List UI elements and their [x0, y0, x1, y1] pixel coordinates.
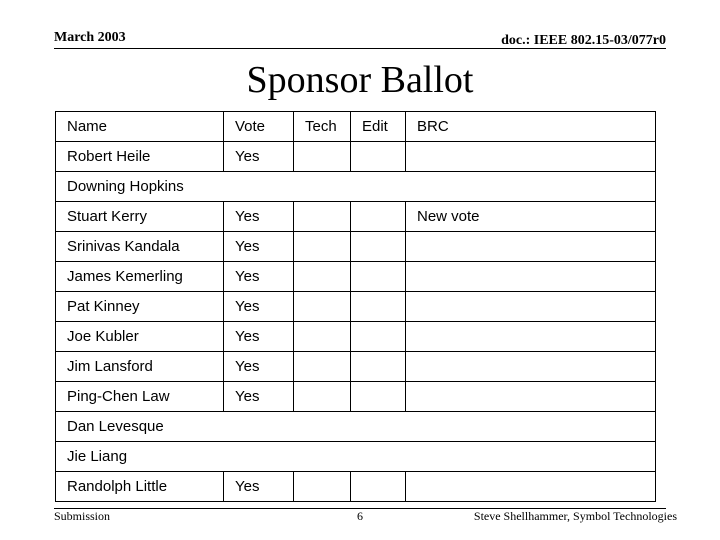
- header-rule: [54, 48, 666, 49]
- cell-name: Pat Kinney: [56, 292, 224, 322]
- cell-vote: Yes: [224, 262, 294, 292]
- cell-vote: Yes: [224, 202, 294, 232]
- cell-name: James Kemerling: [56, 262, 224, 292]
- cell-tech: [294, 352, 351, 382]
- column-header-vote: Vote: [224, 112, 294, 142]
- cell-vote: Yes: [224, 292, 294, 322]
- cell-brc: [406, 262, 656, 292]
- cell-name: Robert Heile: [56, 142, 224, 172]
- cell-tech: [294, 382, 351, 412]
- cell-edit: [351, 322, 406, 352]
- cell-brc: [406, 472, 656, 502]
- slide-title: Sponsor Ballot: [246, 59, 474, 101]
- ballot-table: [55, 111, 656, 502]
- cell-brc: [406, 232, 656, 262]
- cell-empty: [224, 412, 656, 442]
- table-row: [56, 292, 656, 322]
- cell-brc: New vote: [406, 202, 656, 232]
- cell-edit: [351, 262, 406, 292]
- table-row: [56, 382, 656, 412]
- cell-tech: [294, 262, 351, 292]
- cell-name: Ping-Chen Law: [56, 382, 224, 412]
- footer-author: Steve Shellhammer, Symbol Technologies: [473, 509, 677, 523]
- cell-edit: [351, 292, 406, 322]
- cell-tech: [294, 142, 351, 172]
- cell-name: Dan Levesque: [56, 412, 224, 442]
- cell-name: Srinivas Kandala: [56, 232, 224, 262]
- cell-edit: [351, 382, 406, 412]
- cell-empty: [224, 172, 656, 202]
- table-row: [56, 232, 656, 262]
- table-row: [56, 442, 656, 472]
- table-row: [56, 172, 656, 202]
- cell-brc: [406, 142, 656, 172]
- cell-brc: [406, 382, 656, 412]
- footer-page-number: 6: [357, 509, 363, 523]
- cell-name: Downing Hopkins: [56, 172, 224, 202]
- cell-tech: [294, 292, 351, 322]
- table-header-row: [56, 112, 656, 142]
- cell-name: Randolph Little: [56, 472, 224, 502]
- table-row: [56, 202, 656, 232]
- table-row: [56, 352, 656, 382]
- table-row: [56, 322, 656, 352]
- cell-name: Jie Liang: [56, 442, 224, 472]
- cell-vote: Yes: [224, 232, 294, 262]
- table-row: [56, 142, 656, 172]
- cell-brc: [406, 352, 656, 382]
- column-header-name: Name: [56, 112, 224, 142]
- cell-vote: Yes: [224, 322, 294, 352]
- cell-empty: [224, 442, 656, 472]
- footer-submission: Submission: [54, 509, 111, 523]
- cell-vote: Yes: [224, 352, 294, 382]
- cell-vote: Yes: [224, 472, 294, 502]
- cell-name: Joe Kubler: [56, 322, 224, 352]
- cell-vote: Yes: [224, 142, 294, 172]
- cell-name: Jim Lansford: [56, 352, 224, 382]
- cell-brc: [406, 322, 656, 352]
- column-header-brc: BRC: [406, 112, 656, 142]
- header-date: March 2003: [54, 30, 126, 45]
- cell-edit: [351, 352, 406, 382]
- table-row: [56, 412, 656, 442]
- cell-tech: [294, 472, 351, 502]
- column-header-edit: Edit: [351, 112, 406, 142]
- table-row: [56, 262, 656, 292]
- cell-name: Stuart Kerry: [56, 202, 224, 232]
- table-row: [56, 472, 656, 502]
- cell-tech: [294, 322, 351, 352]
- cell-edit: [351, 472, 406, 502]
- cell-edit: [351, 202, 406, 232]
- cell-tech: [294, 202, 351, 232]
- cell-edit: [351, 232, 406, 262]
- cell-vote: Yes: [224, 382, 294, 412]
- cell-edit: [351, 142, 406, 172]
- header-doc-id: doc.: IEEE 802.15-03/077r0: [501, 33, 666, 48]
- cell-brc: [406, 292, 656, 322]
- column-header-tech: Tech: [294, 112, 351, 142]
- cell-tech: [294, 232, 351, 262]
